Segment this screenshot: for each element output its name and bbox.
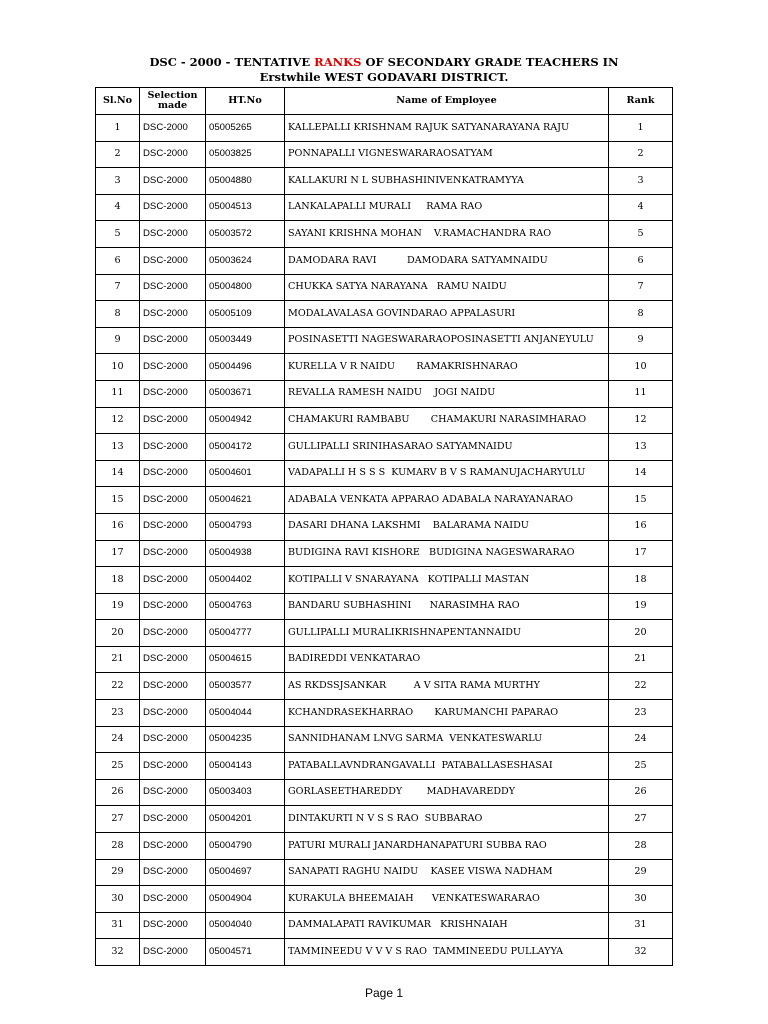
cell-rank: 17 — [609, 540, 673, 567]
cell-sl-no: 10 — [96, 354, 140, 381]
cell-sl-no: 8 — [96, 301, 140, 328]
cell-rank: 20 — [609, 620, 673, 647]
cell-rank: 1 — [609, 115, 673, 142]
cell-ht-no: 05004402 — [206, 567, 285, 594]
header-selection-made: Selection made — [140, 88, 206, 115]
cell-selection-made: DSC-2000 — [140, 354, 206, 381]
cell-ht-no: 05004763 — [206, 593, 285, 620]
cell-employee-name: MODALAVALASA GOVINDARAO APPALASURI — [285, 301, 609, 328]
cell-employee-name: SANAPATI RAGHU NAIDU KASEE VISWA NADHAM — [285, 859, 609, 886]
cell-sl-no: 3 — [96, 168, 140, 195]
cell-employee-name: AS RKDSSJSANKAR A V SITA RAMA MURTHY — [285, 673, 609, 700]
cell-sl-no: 1 — [96, 115, 140, 142]
cell-ht-no: 05004143 — [206, 753, 285, 780]
document-title-line2: Erstwhile WEST GODAVARI DISTRICT. — [259, 70, 509, 84]
cell-ht-no: 05004201 — [206, 806, 285, 833]
cell-selection-made: DSC-2000 — [140, 806, 206, 833]
table-row — [96, 939, 673, 966]
cell-sl-no: 2 — [96, 141, 140, 168]
table-row — [96, 912, 673, 939]
cell-sl-no: 24 — [96, 726, 140, 753]
title-prefix: DSC - 2000 - TENTATIVE — [149, 55, 315, 69]
cell-ht-no: 05004697 — [206, 859, 285, 886]
header-rank: Rank — [609, 88, 673, 115]
table-row — [96, 194, 673, 221]
cell-ht-no: 05004571 — [206, 939, 285, 966]
cell-ht-no: 05004777 — [206, 620, 285, 647]
cell-ht-no: 05004044 — [206, 700, 285, 727]
title-suffix: OF SECONDARY GRADE TEACHERS IN — [361, 55, 619, 69]
document-title-line1 — [0, 55, 768, 69]
cell-selection-made: DSC-2000 — [140, 833, 206, 860]
header-name-of-employee: Name of Employee — [285, 88, 609, 115]
cell-rank: 27 — [609, 806, 673, 833]
cell-employee-name: REVALLA RAMESH NAIDU JOGI NAIDU — [285, 380, 609, 407]
cell-selection-made: DSC-2000 — [140, 407, 206, 434]
cell-selection-made: DSC-2000 — [140, 513, 206, 540]
cell-ht-no: 05003624 — [206, 247, 285, 274]
cell-ht-no: 05004942 — [206, 407, 285, 434]
table-row — [96, 380, 673, 407]
cell-employee-name: CHAMAKURI RAMBABU CHAMAKURI NARASIMHARAO — [285, 407, 609, 434]
cell-sl-no: 25 — [96, 753, 140, 780]
cell-selection-made: DSC-2000 — [140, 540, 206, 567]
table-body — [96, 115, 673, 966]
cell-sl-no: 31 — [96, 912, 140, 939]
table-row — [96, 540, 673, 567]
cell-employee-name: POSINASETTI NAGESWARARAOPOSINASETTI ANJANEYULU — [285, 327, 609, 354]
cell-selection-made: DSC-2000 — [140, 301, 206, 328]
cell-ht-no: 05003671 — [206, 380, 285, 407]
cell-selection-made: DSC-2000 — [140, 115, 206, 142]
cell-rank: 4 — [609, 194, 673, 221]
cell-selection-made: DSC-2000 — [140, 753, 206, 780]
table-header-row — [96, 88, 673, 115]
cell-rank: 5 — [609, 221, 673, 248]
page-number: Page 1 — [364, 986, 404, 1000]
table-row — [96, 168, 673, 195]
table-row — [96, 407, 673, 434]
cell-sl-no: 27 — [96, 806, 140, 833]
cell-sl-no: 12 — [96, 407, 140, 434]
cell-employee-name: PATABALLAVNDRANGAVALLI PATABALLASESHASAI — [285, 753, 609, 780]
cell-rank: 28 — [609, 833, 673, 860]
cell-ht-no: 05003403 — [206, 779, 285, 806]
cell-ht-no: 05004496 — [206, 354, 285, 381]
cell-employee-name: KURAKULA BHEEMAIAH VENKATESWARARAO — [285, 886, 609, 913]
cell-selection-made: DSC-2000 — [140, 726, 206, 753]
cell-selection-made: DSC-2000 — [140, 380, 206, 407]
cell-employee-name: DAMMALAPATI RAVIKUMAR KRISHNAIAH — [285, 912, 609, 939]
cell-employee-name: DAMODARA RAVI DAMODARA SATYAMNAIDU — [285, 247, 609, 274]
cell-employee-name: KCHANDRASEKHARRAO KARUMANCHI PAPARAO — [285, 700, 609, 727]
cell-sl-no: 20 — [96, 620, 140, 647]
cell-employee-name: KALLAKURI N L SUBHASHINIVENKATRAMYYA — [285, 168, 609, 195]
cell-selection-made: DSC-2000 — [140, 620, 206, 647]
cell-rank: 14 — [609, 460, 673, 487]
cell-ht-no: 05004601 — [206, 460, 285, 487]
cell-selection-made: DSC-2000 — [140, 327, 206, 354]
table-row — [96, 301, 673, 328]
cell-employee-name: ADABALA VENKATA APPARAO ADABALA NARAYANARAO — [285, 487, 609, 514]
cell-sl-no: 7 — [96, 274, 140, 301]
cell-sl-no: 21 — [96, 646, 140, 673]
cell-employee-name: GULLIPALLI SRINIHASARAO SATYAMNAIDU — [285, 434, 609, 461]
cell-ht-no: 05004040 — [206, 912, 285, 939]
cell-employee-name: VADAPALLI H S S S KUMARV B V S RAMANUJACHARYULU — [285, 460, 609, 487]
cell-sl-no: 16 — [96, 513, 140, 540]
cell-rank: 16 — [609, 513, 673, 540]
cell-ht-no: 05003449 — [206, 327, 285, 354]
cell-sl-no: 22 — [96, 673, 140, 700]
cell-employee-name: BADIREDDI VENKATARAO — [285, 646, 609, 673]
cell-sl-no: 29 — [96, 859, 140, 886]
cell-employee-name: BUDIGINA RAVI KISHORE BUDIGINA NAGESWARARAO — [285, 540, 609, 567]
cell-employee-name: PATURI MURALI JANARDHANAPATURI SUBBA RAO — [285, 833, 609, 860]
cell-ht-no: 05004513 — [206, 194, 285, 221]
cell-sl-no: 13 — [96, 434, 140, 461]
cell-employee-name: SANNIDHANAM LNVG SARMA VENKATESWARLU — [285, 726, 609, 753]
cell-selection-made: DSC-2000 — [140, 939, 206, 966]
cell-rank: 29 — [609, 859, 673, 886]
cell-rank: 26 — [609, 779, 673, 806]
table-row — [96, 593, 673, 620]
cell-ht-no: 05005265 — [206, 115, 285, 142]
cell-rank: 10 — [609, 354, 673, 381]
cell-sl-no: 11 — [96, 380, 140, 407]
cell-sl-no: 26 — [96, 779, 140, 806]
cell-employee-name: TAMMINEEDU V V V S RAO TAMMINEEDU PULLAYYA — [285, 939, 609, 966]
cell-selection-made: DSC-2000 — [140, 859, 206, 886]
ranks-table — [95, 87, 673, 966]
cell-rank: 3 — [609, 168, 673, 195]
cell-selection-made: DSC-2000 — [140, 460, 206, 487]
table-row — [96, 806, 673, 833]
cell-ht-no: 05004615 — [206, 646, 285, 673]
cell-selection-made: DSC-2000 — [140, 168, 206, 195]
table-row — [96, 673, 673, 700]
cell-rank: 2 — [609, 141, 673, 168]
cell-rank: 22 — [609, 673, 673, 700]
table-row — [96, 274, 673, 301]
cell-rank: 21 — [609, 646, 673, 673]
cell-ht-no: 05004793 — [206, 513, 285, 540]
cell-employee-name: LANKALAPALLI MURALI RAMA RAO — [285, 194, 609, 221]
cell-employee-name: CHUKKA SATYA NARAYANA RAMU NAIDU — [285, 274, 609, 301]
cell-selection-made: DSC-2000 — [140, 274, 206, 301]
cell-employee-name: KOTIPALLI V SNARAYANA KOTIPALLI MASTAN — [285, 567, 609, 594]
cell-employee-name: KURELLA V R NAIDU RAMAKRISHNARAO — [285, 354, 609, 381]
table-row — [96, 859, 673, 886]
table-row — [96, 221, 673, 248]
cell-sl-no: 6 — [96, 247, 140, 274]
table-row — [96, 115, 673, 142]
cell-selection-made: DSC-2000 — [140, 434, 206, 461]
cell-sl-no: 4 — [96, 194, 140, 221]
table-row — [96, 779, 673, 806]
table-row — [96, 434, 673, 461]
cell-ht-no: 05005109 — [206, 301, 285, 328]
cell-rank: 30 — [609, 886, 673, 913]
cell-employee-name: GORLASEETHAREDDY MADHAVAREDDY — [285, 779, 609, 806]
table-row — [96, 886, 673, 913]
cell-rank: 11 — [609, 380, 673, 407]
cell-selection-made: DSC-2000 — [140, 673, 206, 700]
table-row — [96, 327, 673, 354]
cell-rank: 9 — [609, 327, 673, 354]
cell-selection-made: DSC-2000 — [140, 912, 206, 939]
cell-selection-made: DSC-2000 — [140, 779, 206, 806]
cell-sl-no: 32 — [96, 939, 140, 966]
cell-employee-name: GULLIPALLI MURALIKRISHNAPENTANNAIDU — [285, 620, 609, 647]
cell-selection-made: DSC-2000 — [140, 487, 206, 514]
header-ht-no: HT.No — [206, 88, 285, 115]
table-row — [96, 700, 673, 727]
cell-selection-made: DSC-2000 — [140, 646, 206, 673]
cell-rank: 8 — [609, 301, 673, 328]
cell-rank: 7 — [609, 274, 673, 301]
header-sl-no: Sl.No — [96, 88, 140, 115]
cell-selection-made: DSC-2000 — [140, 593, 206, 620]
cell-rank: 6 — [609, 247, 673, 274]
cell-selection-made: DSC-2000 — [140, 221, 206, 248]
cell-ht-no: 05004800 — [206, 274, 285, 301]
table-row — [96, 567, 673, 594]
table-row — [96, 141, 673, 168]
table-row — [96, 513, 673, 540]
cell-sl-no: 28 — [96, 833, 140, 860]
cell-sl-no: 23 — [96, 700, 140, 727]
cell-rank: 15 — [609, 487, 673, 514]
cell-ht-no: 05004621 — [206, 487, 285, 514]
cell-sl-no: 15 — [96, 487, 140, 514]
cell-employee-name: SAYANI KRISHNA MOHAN V.RAMACHANDRA RAO — [285, 221, 609, 248]
cell-ht-no: 05003572 — [206, 221, 285, 248]
cell-ht-no: 05004880 — [206, 168, 285, 195]
cell-employee-name: PONNAPALLI VIGNESWARARAOSATYAM — [285, 141, 609, 168]
cell-ht-no: 05004235 — [206, 726, 285, 753]
cell-ht-no: 05004172 — [206, 434, 285, 461]
cell-selection-made: DSC-2000 — [140, 700, 206, 727]
cell-ht-no: 05004938 — [206, 540, 285, 567]
cell-employee-name: BANDARU SUBHASHINI NARASIMHA RAO — [285, 593, 609, 620]
cell-sl-no: 9 — [96, 327, 140, 354]
cell-rank: 18 — [609, 567, 673, 594]
cell-sl-no: 14 — [96, 460, 140, 487]
title-ranks-highlight: RANKS — [314, 55, 362, 69]
table-row — [96, 487, 673, 514]
table-row — [96, 726, 673, 753]
cell-rank: 25 — [609, 753, 673, 780]
table-row — [96, 460, 673, 487]
cell-sl-no: 5 — [96, 221, 140, 248]
cell-rank: 13 — [609, 434, 673, 461]
cell-selection-made: DSC-2000 — [140, 247, 206, 274]
cell-ht-no: 05003577 — [206, 673, 285, 700]
cell-rank: 12 — [609, 407, 673, 434]
cell-rank: 19 — [609, 593, 673, 620]
cell-rank: 32 — [609, 939, 673, 966]
cell-sl-no: 30 — [96, 886, 140, 913]
table-row — [96, 354, 673, 381]
cell-ht-no: 05004904 — [206, 886, 285, 913]
cell-ht-no: 05003825 — [206, 141, 285, 168]
cell-sl-no: 18 — [96, 567, 140, 594]
table-row — [96, 247, 673, 274]
cell-sl-no: 17 — [96, 540, 140, 567]
cell-selection-made: DSC-2000 — [140, 886, 206, 913]
cell-rank: 31 — [609, 912, 673, 939]
cell-selection-made: DSC-2000 — [140, 567, 206, 594]
cell-rank: 23 — [609, 700, 673, 727]
cell-selection-made: DSC-2000 — [140, 141, 206, 168]
table-row — [96, 833, 673, 860]
cell-employee-name: DINTAKURTI N V S S RAO SUBBARAO — [285, 806, 609, 833]
table-row — [96, 646, 673, 673]
cell-employee-name: DASARI DHANA LAKSHMI BALARAMA NAIDU — [285, 513, 609, 540]
cell-ht-no: 05004790 — [206, 833, 285, 860]
cell-employee-name: KALLEPALLI KRISHNAM RAJUK SATYANARAYANA RAJU — [285, 115, 609, 142]
cell-rank: 24 — [609, 726, 673, 753]
cell-sl-no: 19 — [96, 593, 140, 620]
cell-selection-made: DSC-2000 — [140, 194, 206, 221]
table-row — [96, 620, 673, 647]
table-row — [96, 753, 673, 780]
